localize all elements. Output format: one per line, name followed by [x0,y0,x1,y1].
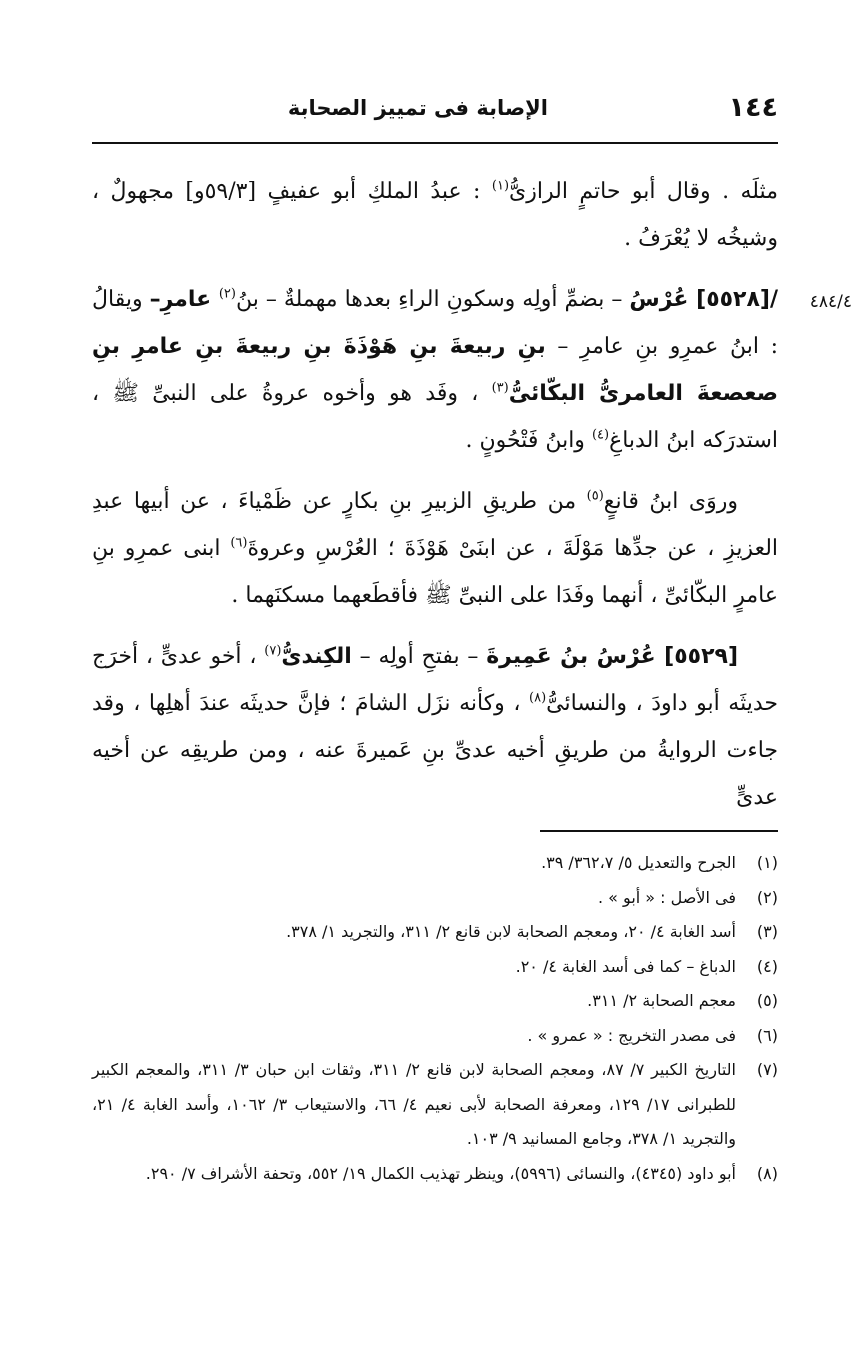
text-span: ، وفَد هو وأخوه عروةُ على النبىِّ ﷺ ، استدرَكه ابنُ الدباغِ [92,381,778,453]
footnote-text: أسد الغابة ٤/ ٢٠، ومعجم الصحابة لابن قانع ٢/ ٣١١، والتجريد ١/ ٣٧٨. [286,922,736,941]
footnote-text: معجم الصحابة ٢/ ٣١١. [587,991,736,1010]
footnote-text: الدباغ – كما فى أسد الغابة ٤/ ٢٠. [515,956,736,976]
margin-reference: ٤٨٤/٤ [809,292,852,312]
footnote [92,881,778,916]
entry-heading: /[٥٥٢٨] عُرْسُ [629,287,778,312]
entry-heading: [٥٥٢٩] عُرْسُ بنُ عَمِيرةَ [486,644,738,669]
footnote-ref: (٣) [491,380,509,396]
header-rule [92,142,778,144]
text-span: – بضمِّ أولِه وسكونِ الراءِ بعدها مهملةٌ – بنُ [235,287,630,312]
lineage-bold: بنِ ربيعةَ بنِ هَوْذَةَ بنِ ربيعةَ بنِ عامرِ بنِ صعصعةَ العامرىُّ البكّائىُّ [92,334,778,406]
text-span: عامرِ– [149,287,219,312]
page-number: ١٤٤ [728,92,778,123]
footnote-number: (٥) [756,991,778,1010]
footnote-text: التاريخ الكبير ٧/ ٨٧، ومعجم الصحابة لابن قانع ٢/ ٣١١، وثقات ابن حبان ٣/ ٣١١، والمعجم الكبير للطبرانى ١٧/ ١٢٩، ومعرفة الصحابة لأبى نعيم ٤/ ٦٦، والاستيعاب ٣/ ١٠٦٢، وأسد الغابة ٤/ ٢١، والتجريد ١/ ٣٧٨، وجامع المسانيد ٩/ ١٠٣. [92,1060,737,1148]
footnote-ref: (٨) [529,690,547,706]
footnote-ref: (٧) [264,643,282,659]
footnote-number: (٦) [756,1025,778,1045]
footnote-ref: (٤) [591,427,610,443]
footnote-text: فى الأصل : « أبو » . [598,887,736,907]
footnote-number: (٣) [756,922,778,941]
text-span: وابنُ فَتْحُونٍ . [465,428,592,453]
footnote-number: (٢) [756,887,778,907]
footnote-rule [540,830,778,832]
footnote-number: (١) [756,853,778,872]
paragraph-1 [92,168,778,262]
text-span: : عبدُ الملكِ أبو عفيفٍ [٥٩/٣و] مجهولٌ ، وشيخُه لا يُعْرَفُ . [92,179,778,251]
text-span: مثلَه . وقال أبو حاتمٍ الرازىُّ [509,179,778,204]
entry-5528 [92,276,778,464]
paragraph-3 [92,478,778,619]
footnote [92,984,778,1019]
footnote-ref: (١) [491,178,510,194]
footnote-number: (٨) [756,1163,778,1183]
footnote [92,846,778,881]
footnote [92,950,778,985]
nisba-bold: الكِندىُّ [281,644,352,669]
page-header [92,92,778,132]
footnote [92,1157,778,1192]
text-span: ، أخو عدىٍّ ، أخرَج حديثَه أبو داودَ ، والنسائىُّ [92,644,778,716]
footnote-number: (٤) [756,956,778,976]
footnote-text: أبو داود (٤٣٤٥)، والنسائى (٥٩٩٦)، وينظر تهذيب الكمال ١٩/ ٥٥٢، وتحفة الأشراف ٧/ ٢٩٠. [145,1163,736,1183]
footnote [92,915,778,950]
text-span: – بفتحِ أولِه – [351,644,487,669]
text-span: وروَى ابنُ قانعٍ [603,489,738,514]
footnote-ref: (٥) [586,488,604,504]
running-title: الإصابة فى تمييز الصحابة [287,96,548,120]
footnote [92,1019,778,1054]
footnote-text: فى مصدر التخريج : « عمرو » . [527,1025,736,1045]
text-span: ، وكأنه نزَل الشامَ ؛ فإنَّ حديثَه عندَ أهلِها ، وقد جاءت الروايةُ من طريقِ أخيه عدىِّ بنِ عَميرةَ عنه ، ومن طريقِه عن أخيه عدىٍّ [92,691,778,810]
entry-5529 [92,633,778,821]
text-span: ابنى عمرِو بنِ عامرٍ البكّائىِّ ، أنهما وفَدَا على النبىِّ ﷺ فأقطَعهما مسكنَهما . [92,536,778,608]
footnote-number: (٧) [756,1060,778,1079]
text-span: من طريقِ الزبيرِ بنِ بكارٍ عن ظَمْياءَ ، عن أبيها عبدِ العزيزِ ، عن جدِّها مَوْلَةَ ، عن ابنَىْ هَوْذَةَ ؛ العُرْسِ وعروةَ [92,489,779,561]
footnote-ref: (٦) [230,535,248,551]
footnote [92,1053,778,1157]
footnotes [92,846,778,1191]
footnote-text: الجرح والتعديل ٥/ ٣٦٢،٧/ ٣٩. [541,853,736,872]
main-text [92,168,778,835]
footnote-ref: (٢) [218,286,236,302]
text-span: ويقالُ : ابنُ عمرِو بنِ عامرِ – [92,287,778,359]
